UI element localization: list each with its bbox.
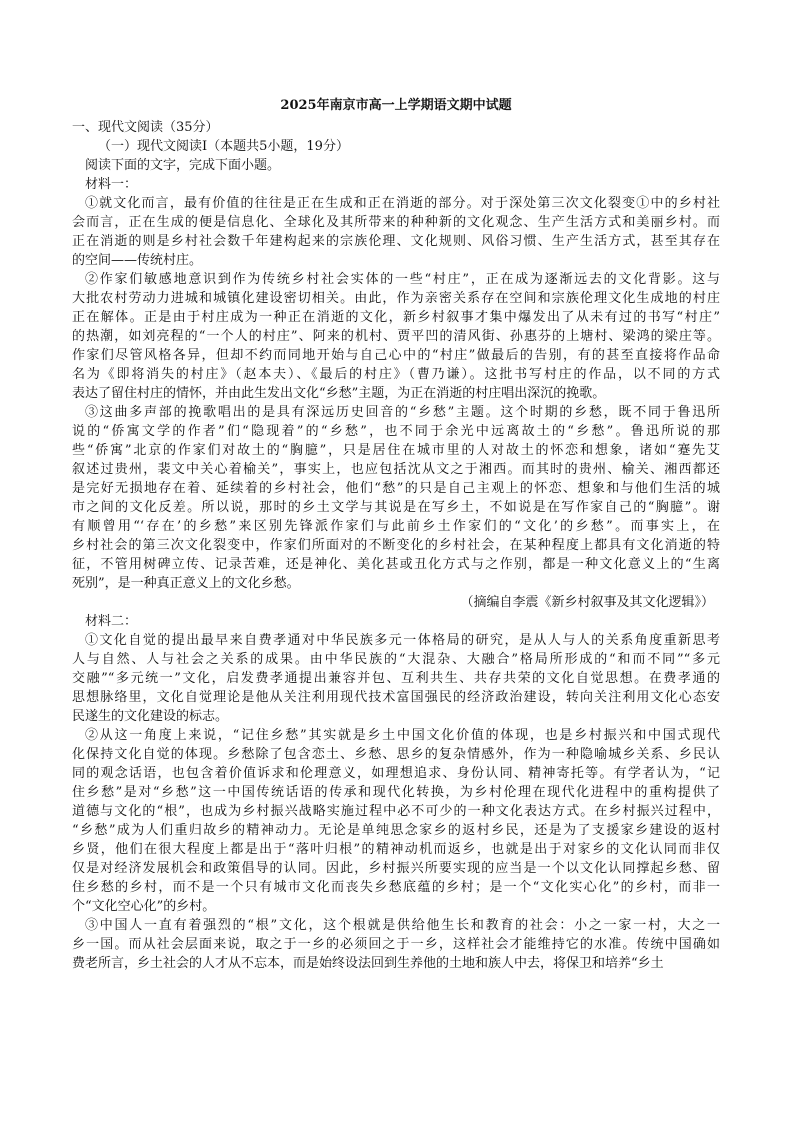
text-line: 正在解体。正是由于村庄成为一种正在消逝的文化，新乡村叙事才集中爆发出了从未有过的书写“村庄” xyxy=(72,310,720,325)
text-line: 有顺曾用“‘存在’的乡愁”来区别先锋派作家们与此前乡土作家们的“文化’的乡愁”。而事实上，在 xyxy=(72,519,720,534)
material1-source: （摘编自李震《新乡村叙事及其文化逻辑》） xyxy=(460,595,714,610)
text-line: 是完好无损地存在着、延续着的乡村社会，他们“愁”的只是自己主观上的怀恋、想象和与他们生活的城 xyxy=(72,481,720,496)
section-heading: 一、现代文阅读（35分） xyxy=(72,120,219,135)
text-line: 乡一国。而从社会层面来说，取之于一乡的必须回之于一乡，这样社会才能维持它的水准。传统中国确如 xyxy=(72,937,720,952)
text-line: 名为《即将消失的村庄》（赵本夫）、《最后的村庄》（曹乃谦）。这批书写村庄的作品，以不同的方式 xyxy=(72,367,720,382)
text-line: 住乡愁的乡村，而不是一个只有城市文化而丧失乡愁底蕴的乡村；是一个“文化实心化”的乡村，而非一 xyxy=(72,880,720,895)
text-line: 乡村社会的第三次文化裂变中，作家们所面对的不断变化的乡村社会，在某种程度上都具有文化消逝的特 xyxy=(72,538,720,553)
text-line: 说的“侨寓文学的作者”们“隐现着”的“乡愁”，也不同于余光中远离故土的“乡愁”。鲁迅所说的那 xyxy=(72,424,720,439)
text-line: 死别”，是一种真正意义上的文化乡愁。 xyxy=(72,576,300,591)
text-line: 交融”“多元统一”文化，启发费孝通提出兼容并包、互利共生、共存共荣的文化自觉思想。在费孝通的 xyxy=(72,671,720,686)
text-line: 市之间的文化反差。所以说，那时的乡土文学与其说是在写乡土，不如说是在写作家自己的“胸臆”。谢 xyxy=(72,500,720,515)
text-line: ①文化自觉的提出最早来自费孝通对中华民族多元一体格局的研究，是从人与人的关系角度重新思考 xyxy=(85,633,720,648)
text-line: 同的观念话语，也包含着价值诉求和伦理意义，如理想追求、身份认同、精神寄托等。有学者认为，“记 xyxy=(72,766,720,781)
material2-body xyxy=(72,631,720,973)
text-line: 民遂生的文化建设的标志。 xyxy=(72,709,229,724)
text-line: ②从这一角度上来说，“记住乡愁”其实就是乡土中国文化价值的体现，也是乡村振兴和中国式现代 xyxy=(85,728,720,743)
text-line: 会而言，正在生成的便是信息化、全球化及其所带来的种种新的文化观念、生产生活方式和美丽乡村。而 xyxy=(72,215,720,230)
text-line: ③这曲多声部的挽歌唱出的是具有深远历史回音的“乡愁”主题。这个时期的乡愁，既不同于鲁迅所 xyxy=(85,405,720,420)
text-line: 的热潮，如刘亮程的“一个人的村庄”、阿来的机村、贾平凹的清风街、孙惠芬的上塘村、梁鸿的梁庄等。 xyxy=(72,329,720,344)
material1-label: 材料一： xyxy=(85,177,138,192)
text-line: ③中国人一直有着强烈的“根”文化，这个根就是供给他生长和教育的社会：小之一家一村，大之一 xyxy=(85,918,720,933)
text-line: 作家们尽管风格各异，但却不约而同地开始与自己心中的“村庄”做最后的告别，有的甚至直接将作品命 xyxy=(72,348,720,363)
text-line: 道德与文化的“根”，也成为乡村振兴战略实施过程中必不可少的一种文化表达方式。在乡村振兴过程中， xyxy=(72,804,720,819)
text-line: 人与自然、人与社会之关系的成果。由中华民族的“大混杂、大融合”格局所形成的“和而不同”“多元 xyxy=(72,652,720,667)
text-line: 征，不管用树碑立传、记录苦难，还是神化、美化甚或丑化方式与之作别，都是一种文化意义上的“生离 xyxy=(72,557,720,572)
text-line: 叙述过贵州，裴文中关心着榆关”，事实上，也应包括沈从文之于湘西。而其时的贵州、榆关、湘西都还 xyxy=(72,462,720,477)
text-line: 思想脉络里，文化自觉理论是他从关注利用现代技术富国强民的经济政治建设，转向关注利用文化心态安 xyxy=(72,690,720,705)
text-line: 表达了留住村庄的情怀，并由此生发出文化“乡愁”主题，为正在消逝的村庄唱出深沉的挽歌。 xyxy=(72,386,606,401)
document-page xyxy=(72,98,720,973)
text-line: 费老所言，乡土社会的人才从不忘本，而是始终设法回到生养他的土地和族人中去，将保卫和培养“乡土 xyxy=(72,956,664,971)
document-title: 2025年南京市高一上学期语文期中试题 xyxy=(280,98,512,113)
text-line: 乡贤，他们在很大程度上都是出于“落叶归根”的精神动机而返乡，也就是出于对家乡的文化认同而非仅 xyxy=(72,842,720,857)
text-line: 仅是对经济发展机会和政策倡导的认同。因此，乡村振兴所要实现的应当是一个以文化认同撑起乡愁、留 xyxy=(72,861,720,876)
text-line: ②作家们敏感地意识到作为传统乡村社会实体的一些“村庄”，正在成为逐渐远去的文化背影。这与 xyxy=(85,272,720,287)
text-line: 正在消逝的则是乡村社会数千年建构起来的宗族伦理、文化规则、风俗习惯、生产生活方式，甚至其存在 xyxy=(72,234,720,249)
material2-label: 材料二： xyxy=(85,614,138,629)
subsection-heading: （一）现代文阅读Ⅰ（本题共5小题，19分） xyxy=(98,139,349,154)
text-line: 化保持文化自觉的体现。乡愁除了包含恋土、乡愁、思乡的复杂情感外，作为一种隐喻城乡关系、乡民认 xyxy=(72,747,720,762)
text-line: “乡愁”成为人们重归故乡的精神动力。无论是单纯思念家乡的返村乡民，还是为了支援家乡建设的返村 xyxy=(72,823,720,838)
text-line: ①就文化而言，最有价值的往往是正在生成和正在消逝的部分。对于深处第三次文化裂变①中的乡村社 xyxy=(85,196,720,211)
text-line: 的空间——传统村庄。 xyxy=(72,253,203,268)
text-line: 大批农村劳动力进城和城镇化建设密切相关。由此，作为亲密关系存在空间和宗族伦理文化生成地的村庄 xyxy=(72,291,720,306)
material1-body xyxy=(72,194,720,593)
text-line: 住乡愁”是对“乡愁”这一中国传统话语的传承和现代化转换，为乡村伦理在现代化进程中的重构提供了 xyxy=(72,785,720,800)
instruction-text: 阅读下面的文字，完成下面小题。 xyxy=(85,158,281,173)
text-line: 些“侨寓”北京的作家们对故土的“胸臆”，只是居住在城市里的人对故土的怀恋和想象，诸如“蹇先艾 xyxy=(72,443,720,458)
text-line: 个“文化空心化”的乡村。 xyxy=(72,899,216,914)
